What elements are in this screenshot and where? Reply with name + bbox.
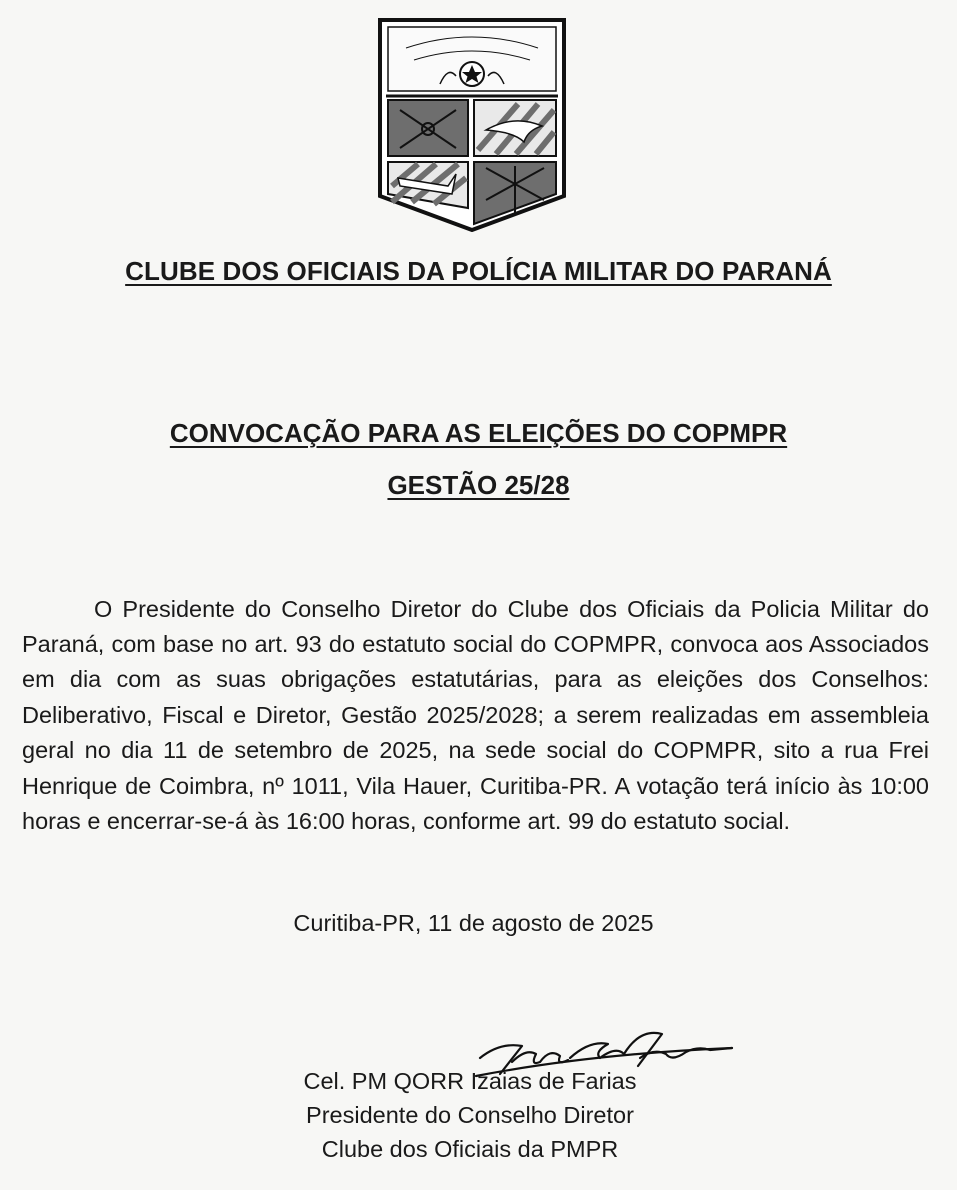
signature-block <box>260 1064 680 1166</box>
convocation-paragraph: O Presidente do Conselho Diretor do Clube dos Oficiais da Policia Militar do Paraná, com base no art. 93 do estatuto social do COPMPR, convoca aos Associados em dia com as suas obrigações estatutárias, para as eleições dos Conselhos: Deliberativo, Fiscal e Diretor, Gestão 2025/2028; a serem realizadas em assembleia geral no dia 11 de setembro de 2025, na sede social do COPMPR, sito a rua Frei Henrique de Coimbra, nº 1011, Vila Hauer, Curitiba-PR. A votação terá início às 10:00 horas e encerrar-se-á às 16:00 horas, conforme art. 99 do estatuto social. <box>22 595 929 834</box>
convocation-subtitle: GESTÃO 25/28 <box>387 470 570 500</box>
signer-organization: Clube dos Oficiais da PMPR <box>321 1136 619 1162</box>
organization-title: CLUBE DOS OFICIAIS DA POLÍCIA MILITAR DO PARANÁ <box>125 256 832 286</box>
signer-role: Presidente do Conselho Diretor <box>306 1102 634 1128</box>
police-officers-club-crest-icon <box>378 18 566 232</box>
place-date <box>0 910 957 937</box>
convocation-title: CONVOCAÇÃO PARA AS ELEIÇÕES DO COPMPR <box>169 418 788 448</box>
signer-name: Cel. PM QORR Izaias de Farias <box>303 1068 637 1094</box>
place-date-text: Curitiba-PR, 11 de agosto de 2025 <box>293 910 654 936</box>
